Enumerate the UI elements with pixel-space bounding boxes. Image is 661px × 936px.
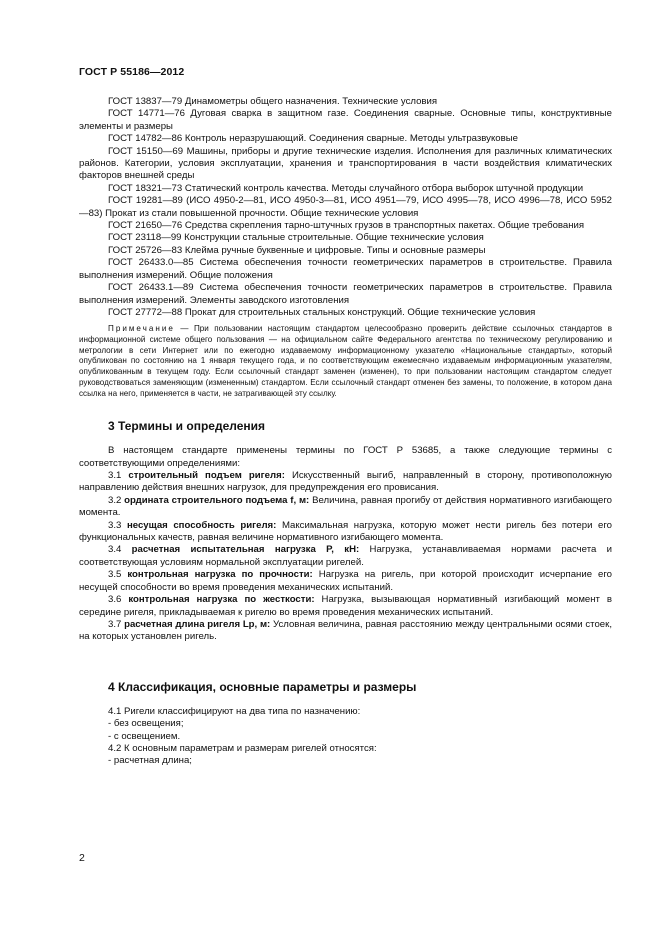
note-text: — При пользовании настоящим стандартом целесообразно проверить действие ссылочных стандартов в информационной системе общего пользования — на официальном сайте Федерального агентства по техническому регулированию и метрологии в сети Интернет или по ежегодно издаваемому информационному указателю «Национальные стандарты», который опубликован по состоянию на 1 января текущего года, и по соответствующим ежемесячно издаваемым информационным указателям, опубликованным в текущем году. Если ссылочный стандарт заменен (изменен), то при пользовании настоящим стандартом следует руководствоваться заменяющим (измененным) стандартом. Если ссылочный стандарт отменен без замены, то положение, в котором дана ссылка на него, применяется в части, не затрагивающей эту ссылку.	[79, 324, 612, 398]
reference-item: ГОСТ 26433.0—85 Система обеспечения точности геометрических параметров в строительстве. Правила выполнения измерений. Общие положения	[79, 257, 612, 281]
term-definition: 3.5 контрольная нагрузка по прочности: Нагрузка на ригель, при которой происходит исчерпание его несущей способности во время проведения механических испытаний.	[79, 569, 613, 593]
term-definition: 3.1 строительный подъем ригеля: Искусственный выгиб, направленный в сторону, противоположную направлению действия внешних нагрузок, для предупреждения его провисания.	[79, 470, 613, 494]
section-4-line: 4.2 К основным параметрам и размерам ригелей относятся:	[108, 742, 377, 754]
term-name: строительный подъем ригеля:	[128, 470, 285, 482]
section-3-heading: 3 Термины и определения	[108, 419, 266, 434]
term-name: ордината строительного подъема f, м:	[124, 494, 310, 506]
section-4-line: 4.1 Ригели классифицируют на два типа по назначению:	[108, 705, 361, 717]
term-name: расчетная длина ригеля Lр, м:	[124, 618, 271, 630]
reference-item: ГОСТ 21650—76 Средства скрепления тарно-штучных грузов в транспортных пакетах. Общие требования	[108, 220, 585, 232]
reference-item: ГОСТ 13837—79 Динамометры общего назначения. Технические условия	[108, 96, 438, 107]
section-4-heading: 4 Классификация, основные параметры и размеры	[108, 679, 417, 694]
term-definition: 3.2 ордината строительного подъема f, м: Величина, равная прогибу от действия нормативного изгибающего момента.	[79, 494, 612, 519]
section-4-line: - без освещения;	[108, 718, 184, 730]
references-list	[79, 96, 612, 319]
page-content	[79, 96, 612, 768]
reference-item: ГОСТ 19281—89 (ИСО 4950-2—81, ИСО 4950-3—81, ИСО 4951—79, ИСО 4995—78, ИСО 4996—78, ИСО 5952—83) Прокат из стали повышенной прочности. Общие технические условия	[79, 195, 612, 219]
term-name: контрольная нагрузка по жесткости:	[128, 594, 315, 606]
term-definition: 3.6 контрольная нагрузка по жесткости: Нагрузка, вызывающая нормативный изгибающий момент в середине ригеля, прикладываемая к ригелю во время проведения механических испытаний.	[79, 594, 613, 618]
reference-item: ГОСТ 23118—99 Конструкции стальные строительные. Общие технические условия	[108, 232, 484, 244]
section-4-line: - с освещением.	[108, 730, 181, 742]
term-name: расчетная испытательная нагрузка P, кН:	[131, 544, 360, 556]
section-3-body	[79, 445, 612, 644]
reference-item: ГОСТ 18321—73 Статический контроль качества. Методы случайного отбора выборок штучной продукции	[108, 182, 584, 194]
reference-item: ГОСТ 15150—69 Машины, приборы и другие технические изделия. Исполнения для различных климатических районов. Категории, условия эксплуатации, хранения и транспортирования в части воздействия климатических факторов внешней среды	[79, 145, 612, 182]
page-number: 2	[79, 852, 85, 864]
term-definition: 3.4 расчетная испытательная нагрузка P, кН: Нагрузка, устанавливаемая нормами расчета и соответствующая условиям нормальной эксплуатации ригелей.	[79, 544, 612, 568]
document-header: ГОСТ Р 55186—2012	[79, 66, 185, 78]
section-3-intro: В настоящем стандарте применены термины по ГОСТ Р 53685, а также следующие термины с соответствующими определениями:	[79, 445, 612, 469]
note-label: Примечание	[108, 324, 175, 334]
reference-item: ГОСТ 14782—86 Контроль неразрушающий. Соединения сварные. Методы ультразвуковые	[108, 133, 518, 145]
term-name: контрольная нагрузка по прочности:	[127, 569, 313, 581]
term-definition: 3.7 расчетная длина ригеля Lр, м: Условная величина, равная расстоянию между центральными осями стоек, на которых установлен ригель.	[79, 618, 612, 643]
reference-item: ГОСТ 14771—76 Дуговая сварка в защитном газе. Соединения сварные. Основные типы, конструктивные элементы и размеры	[79, 108, 612, 132]
reference-item: ГОСТ 25726—83 Клейма ручные буквенные и цифровые. Типы и основные размеры	[108, 244, 486, 256]
reference-item: ГОСТ 27772—88 Прокат для строительных стальных конструкций. Общие технические условия	[108, 306, 536, 318]
term-name: несущая способность ригеля:	[126, 519, 277, 531]
term-definition: 3.3 несущая способность ригеля: Максимальная нагрузка, которую может нести ригель без потери его функциональных качеств, равная величине нормативного изгибающего момента.	[79, 519, 613, 544]
note-paragraph	[79, 324, 612, 399]
reference-item: ГОСТ 26433.1—89 Система обеспечения точности геометрических параметров в строительстве. Правила выполнения измерений. Элементы заводского изготовления	[79, 282, 612, 306]
section-4-body	[79, 706, 612, 768]
section-4-line: - расчетная длина;	[108, 755, 192, 767]
